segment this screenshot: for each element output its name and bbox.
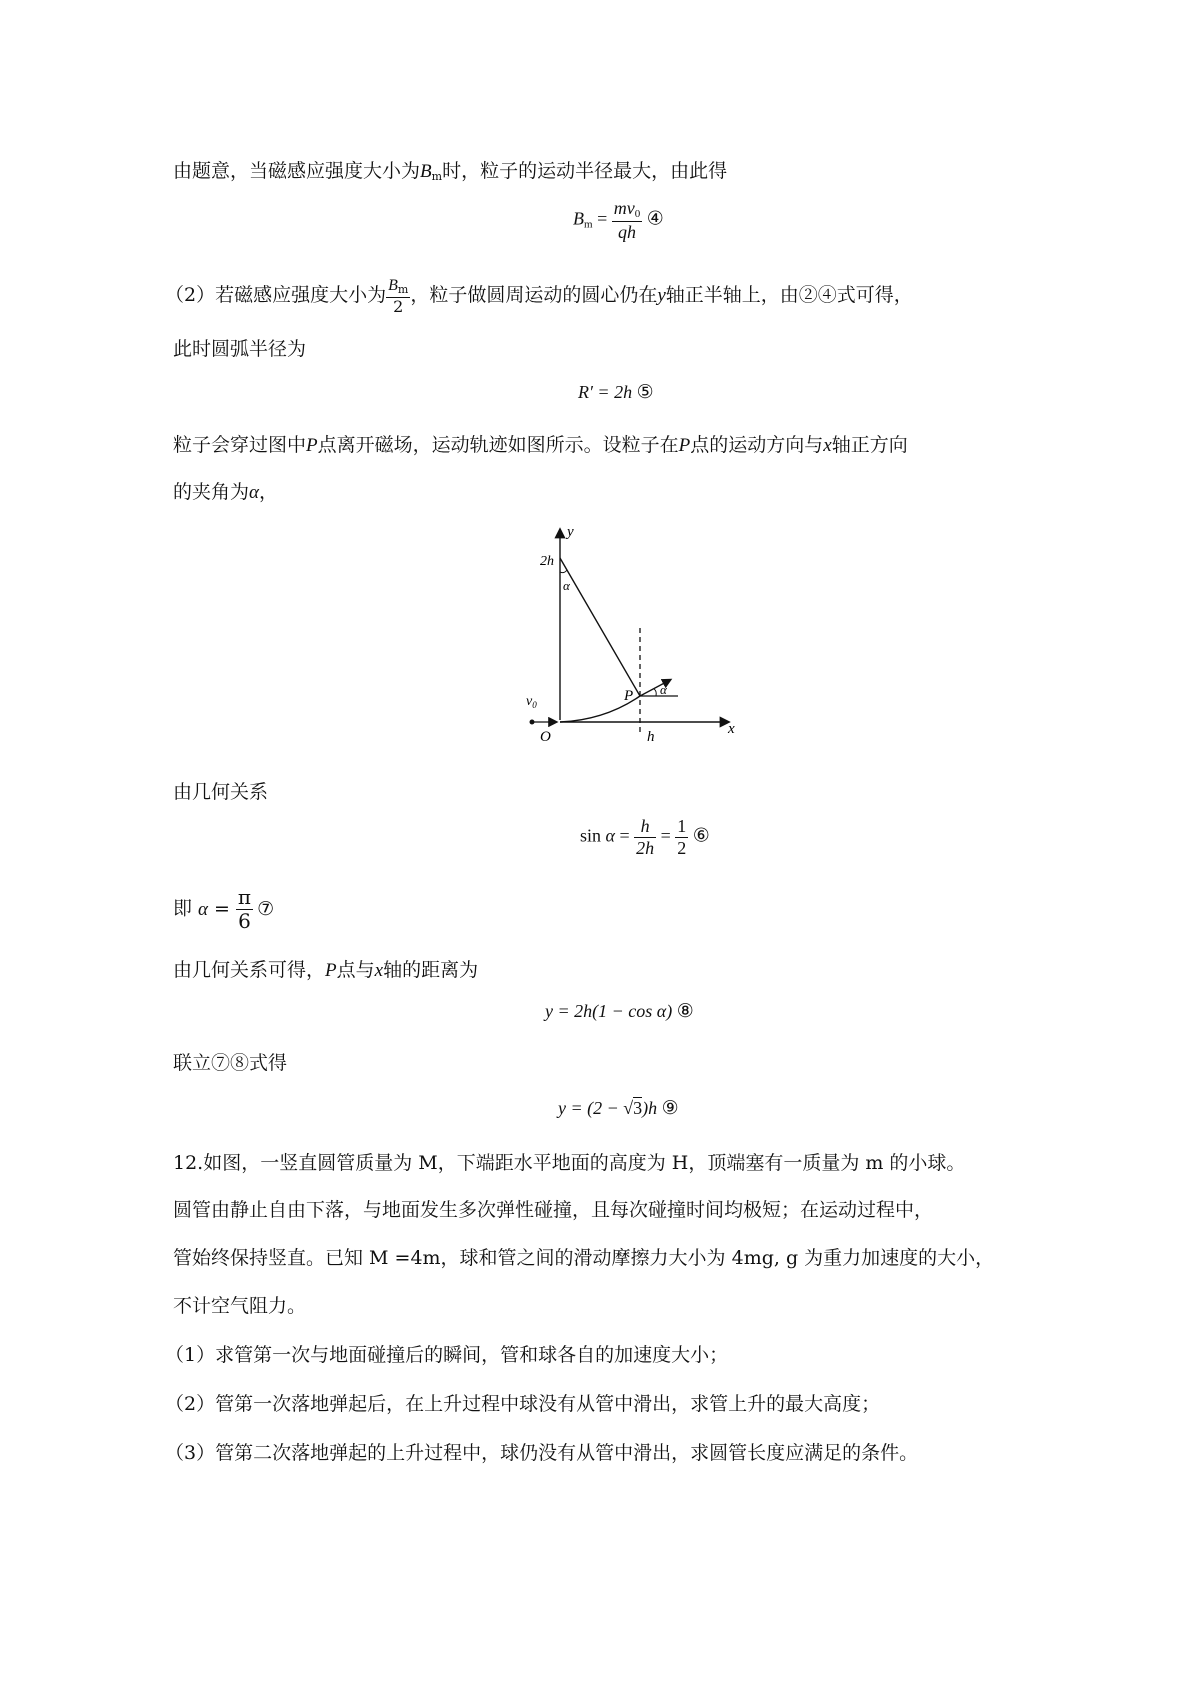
- paragraph-half-bm: [165, 276, 913, 316]
- y-axis-label: y: [567, 524, 574, 540]
- label-h: h: [647, 729, 655, 745]
- question-2: （2）管第一次落地弹起后，在上升过程中球没有从管中滑出，求管上升的最大高度；: [165, 1393, 881, 1415]
- equation-tag: ⑧: [676, 1000, 694, 1022]
- paragraph-exit-point: [173, 430, 908, 457]
- fraction-1-over-2: $\frac{1}{2}$: [677, 816, 687, 858]
- equation-7: [173, 886, 274, 933]
- text-segment: 时，粒子的运动半径最大，由此得: [442, 160, 728, 182]
- eq-alpha: α: [198, 898, 208, 920]
- text-segment: ，: [259, 481, 279, 503]
- question-3: （3）管第二次落地弹起的上升过程中，球仍没有从管中滑出，求圆管长度应满足的条件。: [165, 1442, 919, 1464]
- problem-12-line-3: 管始终保持竖直。已知 M =4m，球和管之间的滑动摩擦力大小为 4mg, g 为重力加速度的大小，: [173, 1247, 995, 1269]
- label-alpha-right: α: [660, 682, 667, 697]
- text-segment: 点的运动方向与: [690, 434, 824, 456]
- angle-arc-top: [560, 570, 567, 573]
- paragraph-distance: [173, 955, 478, 982]
- symbol-alpha: α: [249, 482, 259, 503]
- fraction: [612, 198, 643, 242]
- fraction-h-over-2h: $\frac{h}{2h}$: [636, 816, 655, 858]
- problem-12-line-1: 12.如图，一竖直圆管质量为 M，下端距水平地面的高度为 H，顶端塞有一质量为 m 的小球。: [173, 1152, 966, 1174]
- symbol-x: x: [374, 960, 384, 981]
- text-segment: 即: [173, 897, 193, 920]
- eq-alpha: α: [605, 825, 615, 846]
- text-segment: 此时圆弧半径为: [173, 338, 307, 360]
- symbol-b: B: [420, 161, 432, 182]
- paragraph-combine: [173, 1048, 287, 1075]
- label-alpha-top: α: [563, 578, 570, 593]
- text-segment: 粒子会穿过图中: [173, 434, 307, 456]
- symbol-x: x: [823, 435, 832, 456]
- paragraph-angle: [173, 477, 278, 504]
- question-1: （1）求管第一次与地面碰撞后的瞬间，管和球各自的加速度大小；: [165, 1344, 729, 1366]
- symbol-p: P: [306, 435, 318, 456]
- text-segment: 点与: [336, 959, 375, 981]
- label-origin: O: [540, 729, 551, 745]
- equation-tag: ⑦: [257, 897, 275, 920]
- fraction-denominator: qh: [617, 221, 636, 242]
- symbol-p: P: [678, 435, 691, 456]
- angle-arc-right: [654, 689, 656, 696]
- x-axis-label: x: [728, 721, 735, 737]
- fraction-bm-over-2: $\frac{B_m}{2}$: [388, 277, 409, 316]
- eq-lhs: B: [573, 208, 584, 229]
- equals-sign: =: [619, 825, 630, 846]
- radius-line: [560, 558, 640, 696]
- equation-tag: ⑨: [661, 1097, 679, 1119]
- equals-sign: =: [660, 825, 671, 846]
- eq-var: h: [623, 382, 633, 402]
- eq-lhs: R′ = 2: [578, 382, 624, 402]
- text-segment: 联立⑦⑧式得: [173, 1052, 288, 1074]
- label-2h: 2h: [540, 554, 554, 569]
- equation-9: [558, 1097, 679, 1119]
- paragraph-radius: [173, 334, 306, 361]
- sqrt-symbol: √3: [623, 1098, 643, 1118]
- paragraph-bm-intro: [173, 156, 727, 183]
- text-segment: 由几何关系: [173, 781, 269, 803]
- symbol-p: P: [325, 960, 337, 981]
- equation-tag: ⑤: [636, 381, 654, 403]
- problem-12-line-4: 不计空气阻力。: [173, 1295, 307, 1317]
- eq-sin: sin: [580, 825, 602, 846]
- equals-sign: =: [214, 897, 230, 920]
- equation-8: [545, 1000, 694, 1022]
- eq-part: )h: [642, 1098, 658, 1118]
- equation-6: [580, 816, 710, 858]
- eq-body: y = 2h(1 − cos α): [545, 1001, 673, 1021]
- problem-12-line-2: 圆管由静止自由下落，与地面发生多次弹性碰撞，且每次碰撞时间均极短；在运动过程中，: [173, 1199, 934, 1221]
- text-segment: （2）若磁感应强度大小为: [165, 284, 387, 307]
- symbol-y: y: [657, 285, 666, 307]
- text-segment: 轴正半轴上，由②④式可得，: [665, 284, 913, 307]
- equation-5: [578, 381, 654, 403]
- paragraph-geometry: [173, 777, 268, 804]
- fraction-pi-over-6: $\frac{\pi}{6}$: [237, 885, 252, 933]
- text-segment: 由题意，当磁感应强度大小为: [173, 160, 421, 182]
- subscript-m: m: [431, 170, 443, 183]
- text-segment: ，粒子做圆周运动的圆心仍在: [410, 284, 658, 307]
- equation-4: [573, 198, 664, 242]
- eq-part: y = (2 −: [558, 1098, 619, 1118]
- trajectory-diagram: [510, 520, 740, 745]
- text-segment: 由几何关系可得，: [173, 959, 326, 981]
- text-segment: 轴正方向: [831, 434, 908, 456]
- equals-sign: =: [597, 208, 608, 229]
- text-segment: 点离开磁场，运动轨迹如图所示。设粒子在: [317, 434, 679, 456]
- label-v0: $v_0$: [526, 694, 537, 710]
- label-p: P: [624, 688, 634, 704]
- eq-lhs-sub: m: [584, 218, 593, 231]
- equation-tag: ④: [646, 207, 664, 230]
- fraction-numerator: $mv_0$: [613, 198, 641, 220]
- text-segment: 的夹角为: [173, 481, 250, 503]
- equation-tag: ⑥: [692, 824, 710, 847]
- text-segment: 轴的距离为: [383, 959, 479, 981]
